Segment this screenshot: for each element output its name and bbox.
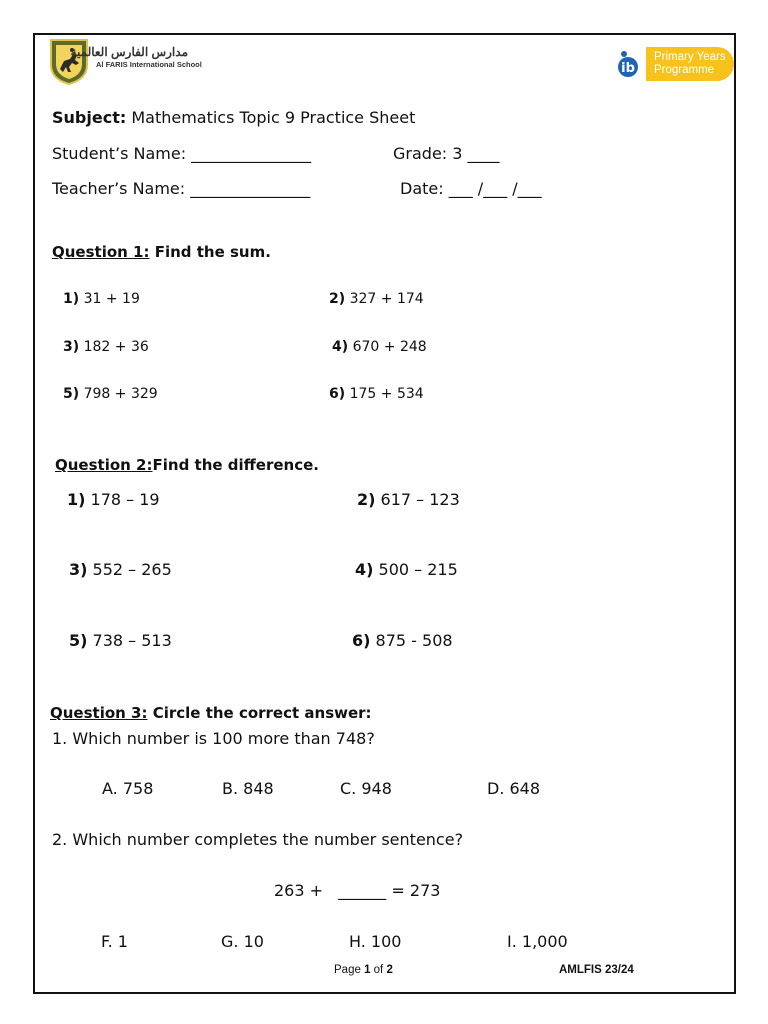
q1-item-number: 1) — [63, 291, 80, 307]
q2-item-number: 3) — [69, 560, 88, 579]
number-sentence-blank: ______ — [338, 881, 387, 900]
school-name-english: Al FARIS International School — [96, 60, 202, 69]
q1-item-expression: 798 + 329 — [79, 386, 158, 402]
q2-item-3 — [69, 560, 172, 579]
q1-instruction: Find the sum. — [149, 243, 271, 261]
school-name-arabic: مدارس الفارس العالمية — [70, 45, 188, 59]
q2-item-2 — [357, 490, 460, 509]
subject-label: Subject: — [52, 108, 127, 127]
grade-field: Grade: 3 ____ — [393, 144, 500, 163]
q3-p2-option-h[interactable]: H. 100 — [349, 932, 402, 951]
ib-logo — [617, 47, 639, 79]
q2-item-expression: 875 - 508 — [370, 631, 453, 650]
q1-heading — [52, 243, 271, 261]
q2-item-number: 4) — [355, 560, 374, 579]
q3-p1-option-d[interactable]: D. 648 — [487, 779, 541, 798]
q1-item-1 — [63, 291, 140, 307]
q3-p1-option-c[interactable]: C. 948 — [340, 779, 392, 798]
pyp-banner — [646, 47, 734, 81]
q1-item-4 — [332, 339, 427, 355]
q2-item-1 — [67, 490, 160, 509]
q2-item-expression: 617 – 123 — [375, 490, 460, 509]
teacher-name-field: Teacher’s Name: _______________ — [52, 179, 311, 198]
q1-item-expression: 175 + 534 — [345, 386, 424, 402]
q2-item-6 — [352, 631, 453, 650]
page-current: 1 — [364, 964, 371, 976]
q2-item-4 — [355, 560, 458, 579]
q1-item-number: 5) — [63, 386, 80, 402]
q3-p1-option-b[interactable]: B. 848 — [222, 779, 274, 798]
q1-item-6 — [329, 386, 424, 402]
subject-line — [52, 108, 415, 127]
q1-item-2 — [329, 291, 424, 307]
pyp-banner-line2: Programme — [654, 64, 715, 76]
page-border — [33, 33, 736, 994]
q2-item-expression: 738 – 513 — [87, 631, 172, 650]
q3-question-2: 2. Which number completes the number sentence? — [52, 830, 464, 849]
q2-item-number: 6) — [352, 631, 371, 650]
number-sentence — [274, 881, 440, 900]
q3-p2-option-g[interactable]: G. 10 — [221, 932, 264, 951]
q2-item-expression: 552 – 265 — [87, 560, 172, 579]
student-name-field: Student’s Name: _______________ — [52, 144, 312, 163]
q1-item-expression: 182 + 36 — [79, 339, 149, 355]
q1-item-number: 2) — [329, 291, 346, 307]
number-sentence-right: = 273 — [391, 881, 441, 900]
q1-item-expression: 31 + 19 — [79, 291, 140, 307]
q2-item-number: 5) — [69, 631, 88, 650]
pyp-banner-line1: Primary Years — [654, 51, 726, 63]
q1-item-expression: 327 + 174 — [345, 291, 424, 307]
q3-title: Question 3: — [50, 704, 148, 722]
q3-question-1: 1. Which number is 100 more than 748? — [52, 729, 375, 748]
date-field: Date: ___ /___ /___ — [400, 179, 542, 198]
q3-p2-option-i[interactable]: I. 1,000 — [507, 932, 568, 951]
q1-item-5 — [63, 386, 158, 402]
q1-item-expression: 670 + 248 — [348, 339, 427, 355]
q2-item-expression: 178 – 19 — [85, 490, 160, 509]
q2-item-expression: 500 – 215 — [373, 560, 458, 579]
q1-item-3 — [63, 339, 149, 355]
school-name — [70, 45, 202, 69]
q1-item-number: 3) — [63, 339, 80, 355]
q1-item-number: 4) — [332, 339, 349, 355]
document-code: AMLFIS 23/24 — [559, 964, 634, 976]
q3-instruction: Circle the correct answer: — [147, 704, 372, 722]
page-total: 2 — [386, 964, 393, 976]
q3-p1-option-a[interactable]: A. 758 — [102, 779, 154, 798]
q2-item-number: 1) — [67, 490, 86, 509]
page-of: of — [370, 964, 387, 976]
q3-heading — [50, 704, 372, 722]
number-sentence-left: 263 + — [274, 881, 324, 900]
svg-text:ib: ib — [621, 61, 635, 76]
subject-value: Mathematics Topic 9 Practice Sheet — [131, 108, 416, 127]
q2-heading — [55, 456, 319, 474]
page-number — [334, 964, 393, 976]
q2-instruction: Find the difference. — [152, 456, 319, 474]
q1-title: Question 1: — [52, 243, 150, 261]
q3-p2-option-f[interactable]: F. 1 — [101, 932, 128, 951]
q2-separator: : — [146, 456, 153, 474]
q2-item-5 — [69, 631, 172, 650]
q2-item-number: 2) — [357, 490, 376, 509]
q2-title: Question 2 — [55, 456, 147, 474]
q1-item-number: 6) — [329, 386, 346, 402]
page-prefix: Page — [334, 964, 365, 976]
